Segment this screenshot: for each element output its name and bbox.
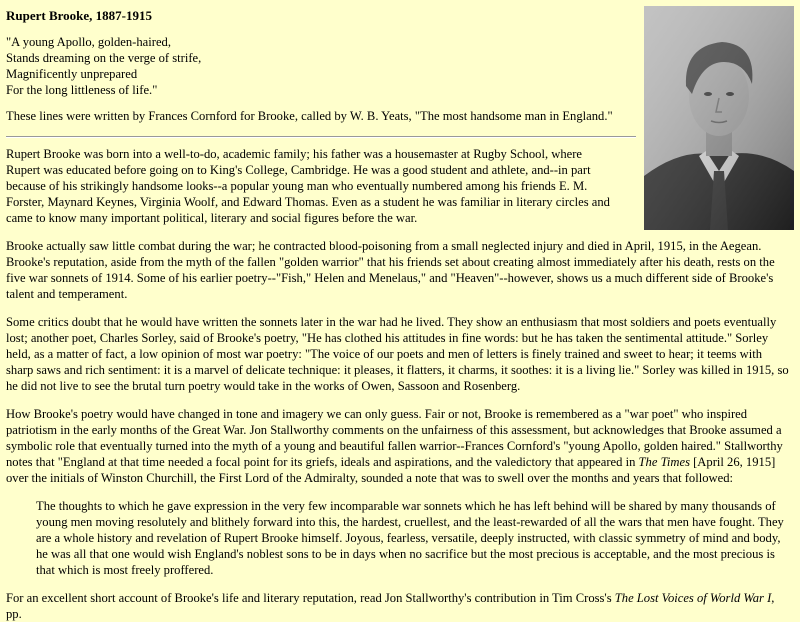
paragraph-further-reading — [6, 590, 792, 622]
paragraph-biography: Rupert Brooke was born into a well-to-do, academic family; his father was a housemaster at Rugby School, where Rupert was educated before going on to King's College, Cambridge. He was a good student and athlete, and--in part because of his strikingly handsome looks--a popular young man who eventually numbered among his friends E. M. Forster, Maynard Keynes, Virginia Woolf, and Edward Thomas. Even as a student he was familiar in literary circles and came to know many important political, literary and social figures before the war. — [6, 147, 610, 225]
poem-line: Magnificently unprepared — [6, 67, 138, 81]
paragraph-critics: Some critics doubt that he would have written the sonnets later in the war had he lived. They show an enthusiasm that most soldiers and poets eventually lost; another poet, Charles Sorley, said of Brooke's poetry, "He has clothed his attitudes in fine words: but he has taken the sentimental attitude." Sorley held, as a matter of fact, a low opinion of most war poetry: "The voice of our poets and men of letters is finely trained and sweet to hear; it teems with sharp saws and rich sentiment: it is a marvel of delicate technique: it pleases, it flatters, it charms, it soothes: it is a living lie." Sorley was killed in 1915, so he did not live to see the brutal turn poetry would take in the works of Owen, Sassoon and Rosenberg. — [6, 315, 789, 393]
newspaper-title: The Times — [638, 455, 690, 469]
churchill-quote: The thoughts to which he gave expression in the very few incomparable war sonnets which he has left behind will be shared by many thousands of young men moving resolutely and blithely forward into this, the hardest, cruellest, and the least-rewarded of all the wars that men have fought. They are a whole history and revelation of Rupert Brooke himself. Joyous, fearless, versatile, deeply instructed, with classic symmetry of mind and body, he was all that one would wish England's noblest sons to be in days when no sacrifice but the most precious is acceptable, and the most precious is that which is most freely proffered. — [36, 499, 784, 577]
divider — [6, 136, 636, 138]
poem-line: "A young Apollo, golden-haired, — [6, 35, 171, 49]
paragraph-war-service: Brooke actually saw little combat during the war; he contracted blood-poisoning from a small neglected injury and died in April, 1915, in the Aegean. Brooke's reputation, aside from the myth of the fallen "golden warrior" that his friends set about creating almost immediately after his death, rests on the five war sonnets of 1914. Some of his earlier poetry--"Fish," Helen and Menelaus," and "Heaven"--however, shows us a much different side of Brooke's talent and temperament. — [6, 239, 775, 301]
poem-line: For the long littleness of life." — [6, 83, 158, 97]
further-reading-text-a: For an excellent short account of Brooke's life and literary reputation, read Jon Stallworthy's contribution in Tim Cross's — [6, 591, 615, 605]
paragraph-reputation — [6, 406, 792, 486]
portrait-photo — [644, 6, 794, 230]
book-title: The Lost Voices of World War I — [614, 591, 772, 605]
further-reading-text-b: , pp. — [6, 591, 775, 621]
paragraph-reputation-text-a: How Brooke's poetry would have changed in tone and imagery we can only guess. Fair or not, Brooke is remembered as a "war poet" who inspired patriotism in the early months of the Great War. Jon Stallworthy comments on the unfairness of this assessment, but acknowledges that Brooke assumed a symbolic role that eventually turned into the myth of a young and beautiful fallen warrior--Frances Cornford's "young Apollo, golden haired." Stallworthy notes that "England at that time needed a focal point for its griefs, ideals and aspirations, and the valedictory that appeared in — [6, 407, 783, 469]
paragraph-reputation-text-b: [April 26, 1915] over the initials of Winston Churchill, the First Lord of the Admiralty, sounded a note that was to swell over the months and years that followed: — [6, 455, 776, 485]
page-title: Rupert Brooke, 1887-1915 — [6, 8, 153, 23]
attribution-text: These lines were written by Frances Cornford for Brooke, called by W. B. Yeats, "The most handsome man in England." — [6, 109, 613, 123]
poem-line: Stands dreaming on the verge of strife, — [6, 51, 202, 65]
